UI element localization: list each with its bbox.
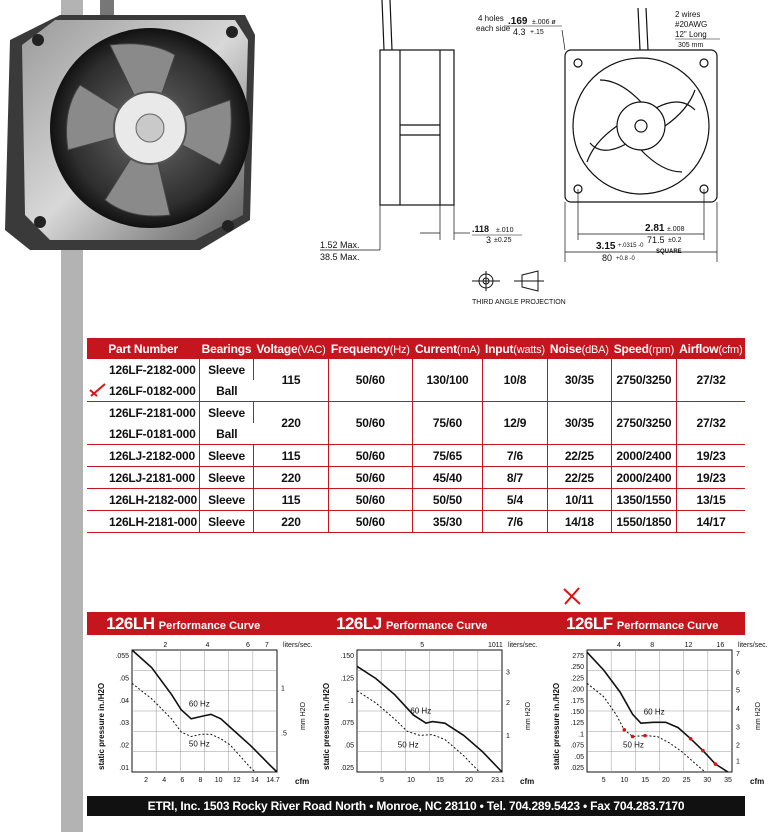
x2-tick-label: 16 — [716, 642, 725, 649]
bearing-cell: Sleeve — [199, 489, 254, 511]
current-cell: 75/65 — [412, 445, 482, 467]
table-row — [87, 359, 745, 380]
bearing-cell: Sleeve — [199, 467, 254, 489]
y-axis-label: static pressure in./H2O — [322, 682, 331, 770]
y-tick-label: .025 — [570, 765, 584, 772]
x-tick-label: 15 — [641, 777, 650, 784]
x-tick-label: 5 — [601, 777, 606, 784]
series-label: 60 Hz — [188, 699, 210, 709]
x2-axis-label: liters/sec. — [283, 642, 313, 649]
current-cell: 75/60 — [412, 402, 482, 445]
depth-mm: 38.5 Max. — [320, 252, 360, 262]
x2-axis-label: liters/sec. — [508, 642, 538, 649]
x-axis-label: cfm — [520, 777, 535, 786]
flange-mm-tol: ±0.25 — [494, 237, 512, 244]
part-number-cell: 126LH-2181-000 — [87, 511, 199, 533]
part-number-cell: 126LJ-2182-000 — [87, 445, 199, 467]
fan-photo — [0, 0, 258, 255]
projection-label: THIRD ANGLE PROJECTION — [472, 299, 566, 306]
column-header: Bearings — [199, 338, 254, 359]
y-tick-label: .02 — [119, 742, 129, 750]
dimension-drawing — [300, 0, 781, 318]
airflow-cell: 13/15 — [677, 489, 745, 511]
y-tick-label: .125 — [340, 675, 354, 683]
part-number-cell: 126LH-2182-000 — [87, 489, 199, 511]
y-axis-label: static pressure in./H2O — [97, 682, 106, 770]
holes-side: each side — [476, 24, 511, 33]
part-number-cell: 126LF-0182-000 — [87, 380, 199, 402]
noise-cell: 14/18 — [547, 511, 611, 533]
column-header: Part Number — [87, 338, 199, 359]
spacing-mm: 71.5 — [647, 235, 665, 245]
bearing-cell: Sleeve — [199, 445, 254, 467]
flange-mm: 3 — [486, 235, 492, 245]
column-header: Frequency(Hz) — [328, 338, 412, 359]
y-tick-label: .125 — [570, 720, 584, 728]
x-tick-label: 8 — [198, 777, 203, 784]
y-tick-label: .150 — [570, 709, 584, 716]
y-tick-label: .1 — [578, 731, 584, 739]
x-tick-label: 20 — [465, 777, 473, 784]
input-cell: 7/6 — [482, 445, 547, 467]
series-label: 50 Hz — [397, 740, 419, 750]
bearing-cell: Ball — [199, 380, 254, 402]
x-tick-label: 23.1 — [491, 777, 505, 784]
voltage-cell: 115 — [254, 489, 328, 511]
footer-contact: ETRI, Inc. 1503 Rocky River Road North • Monroe, NC 28110 • Tel. 704.289.5423 • Fax 704.283.7170 — [87, 796, 745, 816]
red-marker — [631, 735, 635, 739]
series-line-50hz — [587, 683, 705, 772]
curve-title-lj: 126LJ Performance Curve — [336, 614, 488, 633]
chart-0 — [97, 642, 313, 786]
current-cell: 35/30 — [412, 511, 482, 533]
column-header: Speed(rpm) — [611, 338, 676, 359]
x-tick-label: 35 — [724, 777, 732, 784]
y2-axis-label: mm H2O — [755, 702, 762, 730]
spacing-mm-tol: ±0.2 — [668, 237, 682, 244]
input-cell: 12/9 — [482, 402, 547, 445]
red-x-mark — [562, 586, 582, 606]
y-tick-label: .250 — [570, 664, 584, 672]
airflow-cell: 19/23 — [677, 445, 745, 467]
y2-tick-label: 4 — [736, 706, 740, 713]
wires-gauge: #20AWG — [675, 20, 708, 29]
bearing-cell: Sleeve — [199, 402, 254, 424]
speed-cell: 2000/2400 — [611, 467, 676, 489]
y-tick-label: .225 — [570, 675, 584, 683]
x-tick-label: 6 — [180, 777, 185, 784]
hole-inch-tol: ±.006 ø — [532, 19, 556, 26]
speed-cell: 1350/1550 — [611, 489, 676, 511]
x-tick-label: 4 — [162, 777, 167, 784]
y-tick-label: .055 — [115, 653, 129, 660]
x-tick-label: 20 — [661, 777, 670, 784]
spec-table — [87, 338, 745, 533]
red-marker — [701, 749, 705, 753]
chart-1 — [322, 642, 538, 786]
y2-tick-label: 2 — [736, 742, 740, 750]
series-label: 60 Hz — [410, 706, 432, 716]
y-tick-label: .075 — [340, 720, 354, 728]
y-axis-label: static pressure in./H2O — [552, 682, 561, 770]
bearing-cell: Ball — [199, 423, 254, 445]
voltage-cell: 115 — [254, 359, 328, 402]
width-inch: 3.15 — [596, 241, 616, 252]
y2-axis-label: mm H2O — [300, 702, 307, 730]
part-number-cell: 126LF-0181-000 — [87, 423, 199, 445]
frequency-cell: 50/60 — [328, 359, 412, 402]
x-tick-label: 12 — [232, 777, 241, 784]
speed-cell: 1550/1850 — [611, 511, 676, 533]
curve-title-lh: 126LH Performance Curve — [106, 614, 261, 633]
input-cell: 5/4 — [482, 489, 547, 511]
y-tick-label: .04 — [119, 697, 129, 705]
y2-axis-label: mm H2O — [525, 702, 532, 730]
input-cell: 10/8 — [482, 359, 547, 402]
column-header: Airflow(cfm) — [677, 338, 745, 359]
y-tick-label: .1 — [348, 697, 354, 705]
red-check-mark — [89, 382, 107, 398]
noise-cell: 30/35 — [547, 402, 611, 445]
input-cell: 8/7 — [482, 467, 547, 489]
x2-tick-label: 8 — [650, 642, 655, 649]
flange-inch: .118 — [472, 224, 490, 234]
speed-cell: 2000/2400 — [611, 445, 676, 467]
series-label: 60 Hz — [643, 707, 665, 717]
x-tick-label: 14.7 — [266, 777, 280, 784]
x-axis-label: cfm — [295, 777, 310, 786]
spec-table-wrap — [87, 338, 745, 533]
y-tick-label: .075 — [570, 742, 584, 750]
width-mm-tol: +0.8 -0 — [616, 256, 635, 262]
frequency-cell: 50/60 — [328, 511, 412, 533]
side-view — [320, 0, 470, 250]
hole-inch: .169 — [508, 16, 528, 27]
airflow-cell: 27/32 — [677, 402, 745, 445]
part-number-cell: 126LF-2181-000 — [87, 402, 199, 424]
column-header: Current(mA) — [412, 338, 482, 359]
x2-tick-label: 11 — [495, 642, 503, 649]
width-inch-tol: +.0315 -0 — [618, 243, 644, 249]
noise-cell: 22/25 — [547, 467, 611, 489]
square-label: SQUARE — [656, 249, 682, 255]
table-row — [87, 489, 745, 511]
noise-cell: 30/35 — [547, 359, 611, 402]
flange-inch-tol: ±.010 — [496, 227, 514, 234]
y-tick-label: .150 — [340, 653, 354, 660]
x2-tick-label: 12 — [684, 642, 693, 649]
holes-label: 4 holes — [478, 14, 504, 23]
noise-cell: 22/25 — [547, 445, 611, 467]
x-tick-label: 5 — [380, 777, 384, 784]
x-tick-label: 10 — [407, 777, 415, 784]
x-tick-label: 10 — [214, 777, 223, 784]
current-cell: 45/40 — [412, 467, 482, 489]
x2-tick-label: 4 — [616, 642, 621, 649]
wires-count: 2 wires — [675, 10, 701, 19]
table-row — [87, 445, 745, 467]
y2-tick-label: 6 — [736, 669, 740, 677]
input-cell: 7/6 — [482, 511, 547, 533]
part-number-cell: 126LF-2182-000 — [87, 359, 199, 380]
column-header: Input(watts) — [482, 338, 547, 359]
x2-tick-label: 6 — [246, 642, 250, 649]
voltage-cell: 220 — [254, 467, 328, 489]
x-tick-label: 15 — [436, 777, 444, 784]
y-tick-label: .05 — [344, 742, 354, 750]
depth-inch: 1.52 Max. — [320, 240, 360, 250]
chart-2 — [552, 642, 768, 786]
hole-mm: 4.3 — [513, 27, 526, 37]
x-tick-label: 10 — [620, 777, 629, 784]
y2-tick-label: .5 — [281, 730, 287, 738]
airflow-cell: 27/32 — [677, 359, 745, 402]
noise-cell: 10/11 — [547, 489, 611, 511]
table-row — [87, 402, 745, 424]
frequency-cell: 50/60 — [328, 402, 412, 445]
y-tick-label: .200 — [570, 686, 584, 694]
y2-tick-label: 1 — [736, 758, 740, 766]
width-mm: 80 — [602, 253, 613, 263]
y-tick-label: .025 — [340, 765, 354, 772]
y2-tick-label: 3 — [736, 724, 740, 732]
x-tick-label: 25 — [682, 777, 691, 784]
x2-tick-label: 5 — [420, 642, 425, 649]
current-cell: 50/50 — [412, 489, 482, 511]
bearing-cell: Sleeve — [199, 511, 254, 533]
y-tick-label: .03 — [119, 720, 129, 728]
bearing-cell: Sleeve — [199, 359, 254, 380]
y2-tick-label: 3 — [506, 669, 510, 677]
airflow-cell: 19/23 — [677, 467, 745, 489]
x-tick-label: 30 — [703, 777, 712, 784]
speed-cell: 2750/3250 — [611, 359, 676, 402]
x2-tick-label: 2 — [163, 642, 168, 649]
voltage-cell: 115 — [254, 445, 328, 467]
y-tick-label: .01 — [119, 765, 129, 772]
voltage-cell: 220 — [254, 402, 328, 445]
frequency-cell: 50/60 — [328, 445, 412, 467]
table-row — [87, 467, 745, 489]
column-header: Noise(dBA) — [547, 338, 611, 359]
hole-mm-tol: +.15 — [530, 29, 544, 36]
y2-tick-label: 5 — [736, 687, 740, 695]
y2-tick-label: 7 — [736, 651, 740, 659]
y2-tick-label: 1 — [506, 732, 510, 740]
frequency-cell: 50/60 — [328, 467, 412, 489]
speed-cell: 2750/3250 — [611, 402, 676, 445]
y-tick-label: .05 — [119, 675, 129, 683]
y-tick-label: .05 — [574, 753, 584, 761]
curve-title-lf: 126LF Performance Curve — [566, 614, 719, 633]
spacing-inch-tol: ±.008 — [667, 226, 685, 233]
y2-tick-label: 2 — [506, 699, 510, 707]
series-line-50hz — [132, 683, 255, 772]
x2-tick-label: 4 — [205, 642, 210, 649]
table-header-row — [87, 338, 745, 359]
red-marker — [622, 728, 626, 732]
x-tick-label: 2 — [144, 777, 149, 784]
column-header: Voltage(VAC) — [254, 338, 328, 359]
x2-tick-label: 7 — [264, 642, 269, 649]
voltage-cell: 220 — [254, 511, 328, 533]
x2-tick-label: 10 — [487, 642, 496, 649]
wires-length-mm: 305 mm — [678, 42, 704, 49]
projection-symbol — [472, 271, 544, 291]
spacing-inch: 2.81 — [645, 223, 665, 234]
red-marker — [689, 737, 693, 741]
series-label: 50 Hz — [623, 740, 644, 750]
frequency-cell: 50/60 — [328, 489, 412, 511]
red-marker — [643, 734, 647, 738]
x2-axis-label: liters/sec. — [738, 642, 768, 649]
current-cell: 130/100 — [412, 359, 482, 402]
y-tick-label: .175 — [570, 697, 584, 705]
y-tick-label: 275 — [572, 653, 584, 660]
wires-length-in: 12" Long — [675, 30, 707, 39]
red-marker — [714, 762, 718, 766]
performance-charts — [87, 636, 777, 796]
part-number-cell: 126LJ-2181-000 — [87, 467, 199, 489]
airflow-cell: 14/17 — [677, 511, 745, 533]
y2-tick-label: 1 — [281, 685, 285, 693]
table-row — [87, 511, 745, 533]
x-tick-label: 14 — [250, 777, 259, 784]
series-label: 50 Hz — [188, 739, 210, 749]
x-axis-label: cfm — [750, 777, 765, 786]
